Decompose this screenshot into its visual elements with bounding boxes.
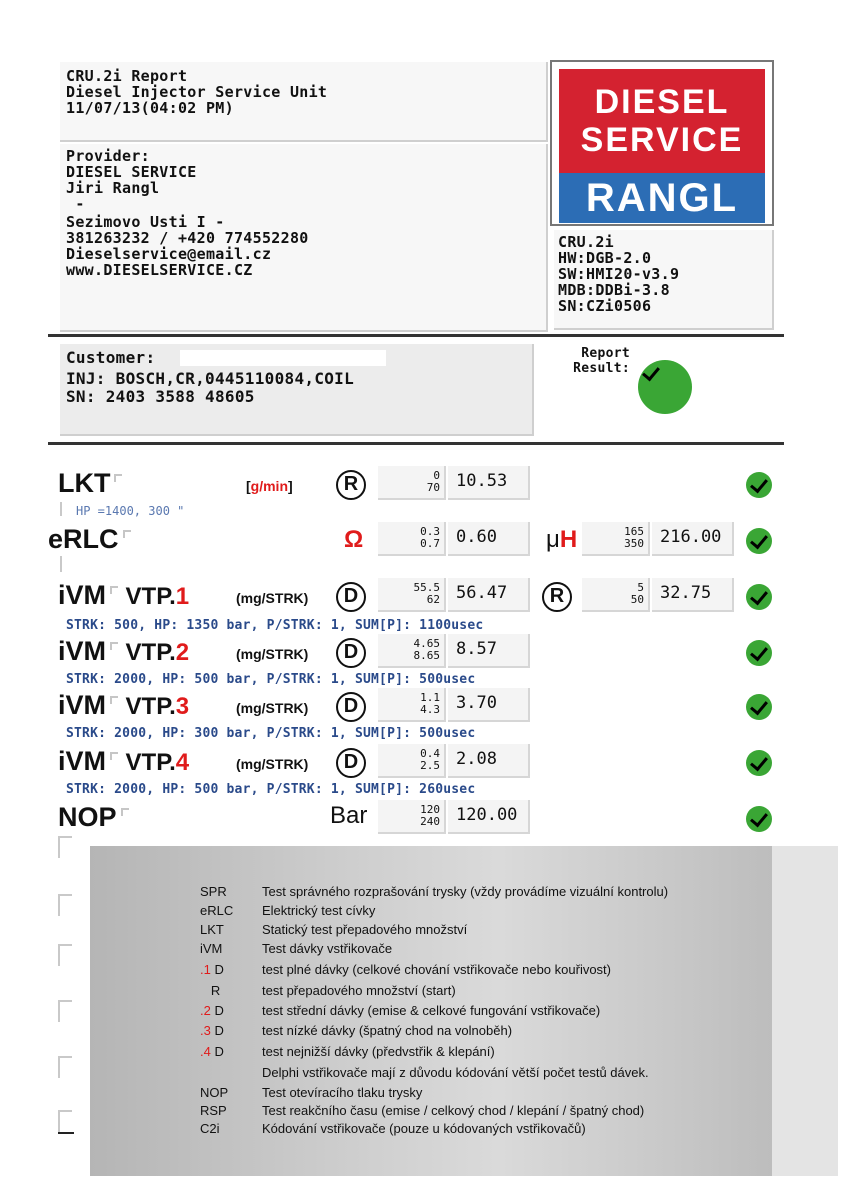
legend-panel-extension xyxy=(772,846,838,1176)
device-line: SN:CZi0506 xyxy=(558,297,652,315)
lkt-value: 10.53 xyxy=(448,466,530,500)
legend-row: iVM Test dávky vstřikovače xyxy=(200,941,393,956)
company-logo xyxy=(550,60,774,226)
ivm1-limits: 55.5 62 xyxy=(378,578,446,612)
report-result-label: Report Result: xyxy=(573,346,630,376)
ivm3-unit: (mg/STRK) xyxy=(236,700,309,716)
logo-blue-panel xyxy=(559,173,765,223)
provider-line: 381263232 / +420 774552280 xyxy=(66,229,309,247)
legend-row: NOP Test otevíracího tlaku trysky xyxy=(200,1085,423,1100)
erlc-label: eRLC xyxy=(48,524,131,554)
lkt-limits: 0 70 xyxy=(378,466,446,500)
ivm4-mode-circle: D xyxy=(336,748,366,778)
ivm1-limits2: 5 50 xyxy=(582,578,650,612)
legend-row: Delphi vstřikovače mají z důvodu kódování větší počet testů dávek. xyxy=(262,1065,649,1080)
legend-row: RSP Test reakčního času (emise / celkový chod / klepání / špatný chod) xyxy=(200,1103,645,1118)
ivm3-mode-circle: D xyxy=(336,692,366,722)
row-marker xyxy=(58,894,72,916)
legend-row: .4 D test nejnižší dávky (předvstřik & klepání) xyxy=(200,1044,495,1059)
ivm2-label: iVM VTP.2 xyxy=(58,636,190,666)
nop-limits: 120 240 xyxy=(378,800,446,834)
customer-sn-line: SN: 2403 3588 48605 xyxy=(66,387,255,406)
customer-name-field xyxy=(180,350,386,366)
corner-mark xyxy=(110,586,118,594)
logo-text-rangl: RANGL xyxy=(585,175,739,220)
row-marker xyxy=(60,556,66,572)
device-line: SW:HMI20-v3.9 xyxy=(558,265,680,283)
row-marker xyxy=(58,1056,72,1078)
legend-row: eRLC Elektrický test cívky xyxy=(200,903,376,918)
ivm1-label: iVM VTP.1 xyxy=(58,580,190,610)
customer-injector-line: INJ: BOSCH,CR,0445110084,COIL xyxy=(66,369,355,388)
ivm1-value2: 32.75 xyxy=(652,578,734,612)
corner-mark xyxy=(110,752,118,760)
corner-mark xyxy=(110,696,118,704)
report-date-line: 11/07/13(04:02 PM) xyxy=(66,99,234,117)
provider-line: - xyxy=(66,195,85,213)
ivm2-pass-check-icon xyxy=(746,640,772,666)
erlc-ohm-limits: 0.3 0.7 xyxy=(378,522,446,556)
lkt-mode-circle: R xyxy=(336,470,366,500)
legend-row: R test přepadového množství (start) xyxy=(200,983,456,998)
ivm2-limits: 4.65 8.65 xyxy=(378,634,446,668)
erlc-inductance-limits: 165 350 xyxy=(582,522,650,556)
ivm2-value: 8.57 xyxy=(448,634,530,668)
logo-text-diesel: DIESEL xyxy=(594,83,730,121)
provider-line: Sezimovo Usti I - xyxy=(66,213,225,231)
ivm1-pass-check-icon xyxy=(746,584,772,610)
ivm3-params: STRK: 2000, HP: 300 bar, P/STRK: 1, SUM[P]: 500usec xyxy=(66,726,476,741)
nop-pass-check-icon xyxy=(746,806,772,832)
row-marker xyxy=(60,502,66,516)
customer-label: Customer: xyxy=(66,348,156,367)
report-title-line: CRU.2i Report xyxy=(66,67,188,85)
legend-row: .2 D test střední dávky (emise & celkové fungování vstřikovače) xyxy=(200,1003,601,1018)
ivm3-label: iVM VTP.3 xyxy=(58,690,190,720)
corner-mark xyxy=(121,808,129,816)
lkt-params: HP =1400, 300 " xyxy=(76,504,185,518)
ivm4-unit: (mg/STRK) xyxy=(236,756,309,772)
lkt-label: LKT xyxy=(58,468,122,498)
logo-red-panel xyxy=(559,69,765,173)
ivm3-value: 3.70 xyxy=(448,688,530,722)
logo-text-service: SERVICE xyxy=(580,121,744,159)
erlc-inductance-unit: μH xyxy=(546,526,578,553)
legend-row: SPR Test správného rozprašování trysky (vždy provádíme vizuální kontrolu) xyxy=(200,884,669,899)
provider-line: Jiri Rangl xyxy=(66,179,160,197)
provider-line: Provider: xyxy=(66,147,150,165)
ivm1-value: 56.47 xyxy=(448,578,530,612)
erlc-ohm-unit: Ω xyxy=(344,526,364,553)
divider xyxy=(48,442,784,445)
device-line: CRU.2i xyxy=(558,233,614,251)
row-marker xyxy=(58,944,72,966)
erlc-pass-check-icon xyxy=(746,528,772,554)
ivm2-mode-circle: D xyxy=(336,638,366,668)
row-marker xyxy=(58,1132,74,1134)
ivm1-mode-circle: D xyxy=(336,582,366,612)
report-result-check-icon xyxy=(638,360,692,414)
ivm4-pass-check-icon xyxy=(746,750,772,776)
ivm3-limits: 1.1 4.3 xyxy=(378,688,446,722)
legend-row: .3 D test nízké dávky (špatný chod na volnoběh) xyxy=(200,1023,513,1038)
device-line: MDB:DDBi-3.8 xyxy=(558,281,670,299)
provider-line: Dieselservice@email.cz xyxy=(66,245,272,263)
ivm1-unit: (mg/STRK) xyxy=(236,590,309,606)
device-info-box xyxy=(554,230,774,330)
corner-mark xyxy=(123,530,131,538)
row-marker xyxy=(58,1000,72,1022)
legend-row: .1 D test plné dávky (celkové chování vstřikovače nebo kouřivost) xyxy=(200,962,612,977)
nop-unit: Bar xyxy=(330,802,368,829)
legend-row: LKT Statický test přepadového množství xyxy=(200,922,468,937)
lkt-pass-check-icon xyxy=(746,472,772,498)
legend-row: C2i Kódování vstřikovače (pouze u kódovaných vstřikovačů) xyxy=(200,1121,586,1136)
provider-line: DIESEL SERVICE xyxy=(66,163,197,181)
ivm4-limits: 0.4 2.5 xyxy=(378,744,446,778)
provider-box xyxy=(60,144,548,332)
corner-mark xyxy=(110,642,118,650)
provider-line: www.DIESELSERVICE.CZ xyxy=(66,261,253,279)
ivm4-value: 2.08 xyxy=(448,744,530,778)
ivm4-label: iVM VTP.4 xyxy=(58,746,190,776)
ivm1-params: STRK: 500, HP: 1350 bar, P/STRK: 1, SUM[P]: 1100usec xyxy=(66,618,484,633)
ivm2-params: STRK: 2000, HP: 500 bar, P/STRK: 1, SUM[P]: 500usec xyxy=(66,672,476,687)
divider xyxy=(48,334,784,337)
nop-value: 120.00 xyxy=(448,800,530,834)
device-line: HW:DGB-2.0 xyxy=(558,249,652,267)
row-marker xyxy=(58,1110,72,1132)
ivm4-params: STRK: 2000, HP: 500 bar, P/STRK: 1, SUM[P]: 260usec xyxy=(66,782,476,797)
lkt-unit: [g/min] xyxy=(246,478,293,494)
nop-label: NOP xyxy=(58,802,129,832)
report-header-box xyxy=(60,62,548,142)
report-subtitle-line: Diesel Injector Service Unit xyxy=(66,83,328,101)
row-marker xyxy=(58,836,72,858)
ivm3-pass-check-icon xyxy=(746,694,772,720)
corner-mark xyxy=(114,474,122,482)
erlc-inductance-value: 216.00 xyxy=(652,522,734,556)
ivm1-mode2-circle: R xyxy=(542,582,572,612)
ivm2-unit: (mg/STRK) xyxy=(236,646,309,662)
erlc-ohm-value: 0.60 xyxy=(448,522,530,556)
customer-box xyxy=(60,344,534,436)
